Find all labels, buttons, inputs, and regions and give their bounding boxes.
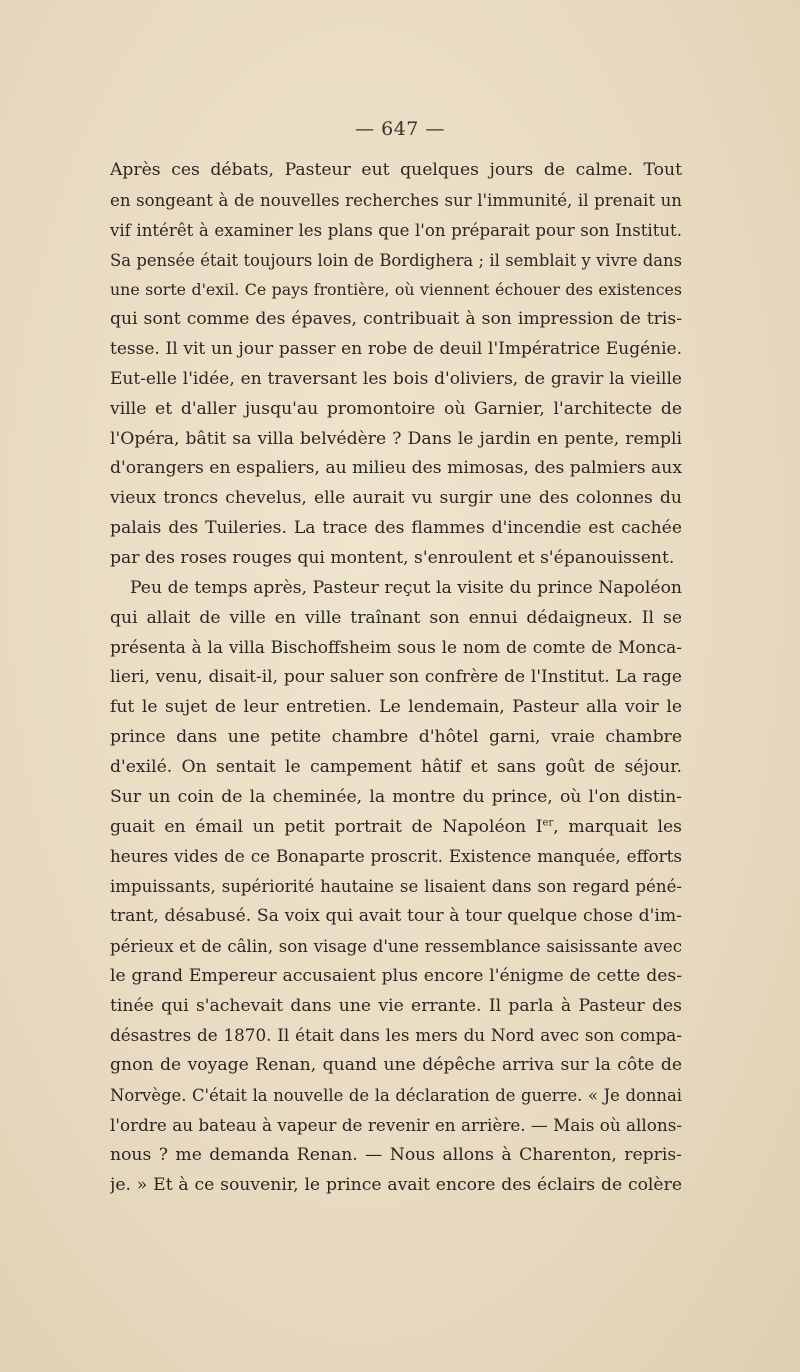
text-line: trant, désabusé. Sa voix qui avait tour à tour quelque chose d'im- bbox=[110, 906, 682, 927]
text-line-with-superscript bbox=[110, 813, 682, 843]
text-line: Après ces débats, Pasteur eut quelques jours de calme. Tout bbox=[110, 160, 682, 180]
text-line: Peu de temps après, Pasteur reçut la visite du prince Napoléon bbox=[130, 577, 682, 598]
text-line: Norvège. C'était la nouvelle de la déclaration de guerre. « Je donnai bbox=[110, 1086, 682, 1106]
text-line: gnon de voyage Renan, quand une dépêche arriva sur la côte de bbox=[110, 1055, 682, 1076]
body-text bbox=[110, 156, 682, 1201]
text-line: prince dans une petite chambre d'hôtel garni, vraie chambre bbox=[110, 727, 682, 748]
text-line: Sa pensée était toujours loin de Bordighera ; il semblait y vivre dans bbox=[110, 250, 682, 270]
text-line: je. » Et à ce souvenir, le prince avait encore des éclairs de colère bbox=[110, 1174, 682, 1195]
text-line: Sur un coin de la cheminée, la montre du prince, où l'on distin- bbox=[110, 786, 682, 807]
text-line: périeux et de câlin, son visage d'une ressemblance saisissante avec bbox=[110, 936, 682, 956]
text-line: d'orangers en espaliers, au milieu des mimosas, des palmiers aux bbox=[110, 458, 682, 479]
text-line: nous ? me demanda Renan. — Nous allons à Charenton, repris- bbox=[110, 1144, 682, 1165]
text-line: par des roses rouges qui montent, s'enroulent et s'épanouissent. bbox=[110, 547, 675, 568]
text-segment: guait en émail un petit portrait de Napoléon I bbox=[110, 816, 543, 837]
text-line: vieux troncs chevelus, elle aurait vu surgir une des colonnes du bbox=[110, 488, 682, 509]
text-line: d'exilé. On sentait le campement hâtif et sans goût de séjour. bbox=[110, 756, 682, 777]
text-line: lieri, venu, disait-il, pour saluer son confrère de l'Institut. La rage bbox=[110, 667, 682, 688]
text-line: tinée qui s'achevait dans une vie errante. Il parla à Pasteur des bbox=[110, 995, 682, 1016]
text-line: palais des Tuileries. La trace des flammes d'incendie est cachée bbox=[110, 518, 682, 539]
text-line: heures vides de ce Bonaparte proscrit. Existence manquée, efforts bbox=[110, 846, 682, 867]
text-line: tesse. Il vit un jour passer en robe de deuil l'Impératrice Eugénie. bbox=[110, 339, 682, 360]
text-line: une sorte d'exil. Ce pays frontière, où viennent échouer des existences bbox=[110, 280, 682, 300]
text-line: désastres de 1870. Il était dans les mers du Nord avec son compa- bbox=[110, 1025, 682, 1046]
text-line: fut le sujet de leur entretien. Le lendemain, Pasteur alla voir le bbox=[110, 697, 682, 718]
text-line: qui sont comme des épaves, contribuait à son impression de tris- bbox=[110, 309, 682, 330]
text-line: en songeant à de nouvelles recherches sur l'immunité, il prenait un bbox=[110, 190, 682, 210]
superscript: er bbox=[542, 816, 554, 828]
text-line: impuissants, supériorité hautaine se lisaient dans son regard péné- bbox=[110, 877, 682, 897]
text-line: le grand Empereur accusaient plus encore l'énigme de cette des- bbox=[110, 965, 682, 986]
text-line: l'ordre au bateau à vapeur de revenir en arrière. — Mais où allons- bbox=[110, 1115, 682, 1135]
text-line: qui allait de ville en ville traînant son ennui dédaigneux. Il se bbox=[110, 607, 682, 628]
text-line: Eut-elle l'idée, en traversant les bois d'oliviers, de gravir la vieille bbox=[110, 368, 682, 389]
text-line: vif intérêt à examiner les plans que l'on préparait pour son Institut. bbox=[110, 220, 682, 240]
text-line: ville et d'aller jusqu'au promontoire où Garnier, l'architecte de bbox=[110, 398, 682, 419]
text-line: l'Opéra, bâtit sa villa belvédère ? Dans le jardin en pente, rempli bbox=[110, 428, 682, 449]
text-segment: , marquait les bbox=[553, 816, 682, 837]
text-line: présenta à la villa Bischoffsheim sous le nom de comte de Monca- bbox=[110, 637, 682, 658]
page-number: — 647 — bbox=[355, 118, 445, 140]
